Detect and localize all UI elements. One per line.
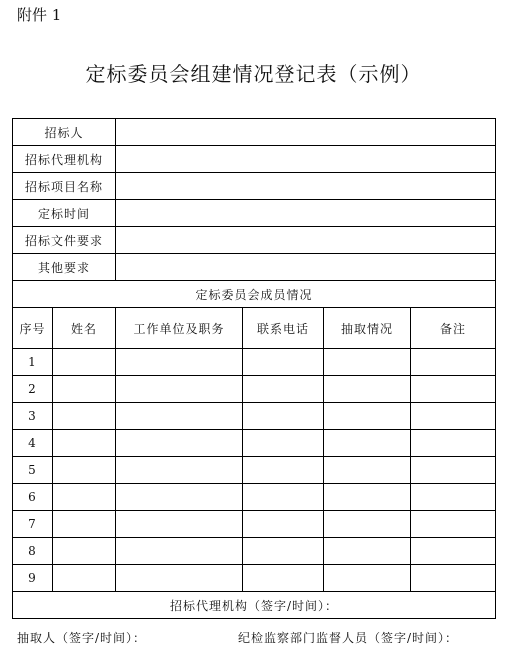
phone-cell[interactable] bbox=[243, 403, 324, 430]
phone-cell[interactable] bbox=[243, 430, 324, 457]
draw-cell[interactable] bbox=[324, 484, 411, 511]
name-cell[interactable] bbox=[53, 484, 116, 511]
unit-cell[interactable] bbox=[116, 511, 243, 538]
info-value-field[interactable] bbox=[116, 173, 496, 200]
info-row-project bbox=[13, 173, 496, 200]
unit-cell[interactable] bbox=[116, 376, 243, 403]
unit-cell[interactable] bbox=[116, 430, 243, 457]
row-number: 4 bbox=[13, 430, 53, 457]
name-cell[interactable] bbox=[53, 430, 116, 457]
column-header-remarks: 备注 bbox=[411, 308, 496, 349]
agency-signature-row bbox=[13, 592, 496, 619]
info-label: 招标代理机构 bbox=[13, 146, 116, 173]
remarks-cell[interactable] bbox=[411, 457, 496, 484]
info-value-field[interactable] bbox=[116, 254, 496, 281]
row-number: 2 bbox=[13, 376, 53, 403]
name-cell[interactable] bbox=[53, 538, 116, 565]
drawer-signature-label: 抽取人（签字/时间）： bbox=[17, 631, 147, 645]
remarks-cell[interactable] bbox=[411, 484, 496, 511]
phone-cell[interactable] bbox=[243, 457, 324, 484]
column-header-name: 姓名 bbox=[53, 308, 116, 349]
info-row-requirements bbox=[13, 227, 496, 254]
name-cell[interactable] bbox=[53, 565, 116, 592]
row-number: 9 bbox=[13, 565, 53, 592]
row-number: 3 bbox=[13, 403, 53, 430]
column-header-index: 序号 bbox=[13, 308, 53, 349]
name-cell[interactable] bbox=[53, 403, 116, 430]
table-row bbox=[13, 349, 496, 376]
unit-cell[interactable] bbox=[116, 403, 243, 430]
phone-cell[interactable] bbox=[243, 376, 324, 403]
info-label: 招标文件要求 bbox=[13, 227, 116, 254]
registration-table bbox=[12, 118, 496, 619]
phone-cell[interactable] bbox=[243, 565, 324, 592]
info-row-time bbox=[13, 200, 496, 227]
info-value-field[interactable] bbox=[116, 119, 496, 146]
info-label: 定标时间 bbox=[13, 200, 116, 227]
draw-cell[interactable] bbox=[324, 538, 411, 565]
draw-cell[interactable] bbox=[324, 349, 411, 376]
draw-cell[interactable] bbox=[324, 430, 411, 457]
draw-cell[interactable] bbox=[324, 376, 411, 403]
table-row bbox=[13, 484, 496, 511]
remarks-cell[interactable] bbox=[411, 403, 496, 430]
draw-cell[interactable] bbox=[324, 403, 411, 430]
phone-cell[interactable] bbox=[243, 484, 324, 511]
column-header-draw: 抽取情况 bbox=[324, 308, 411, 349]
section-title: 定标委员会成员情况 bbox=[13, 281, 496, 308]
draw-cell[interactable] bbox=[324, 565, 411, 592]
row-number: 1 bbox=[13, 349, 53, 376]
row-number: 7 bbox=[13, 511, 53, 538]
info-value-field[interactable] bbox=[116, 200, 496, 227]
phone-cell[interactable] bbox=[243, 349, 324, 376]
unit-cell[interactable] bbox=[116, 565, 243, 592]
table-row bbox=[13, 376, 496, 403]
phone-cell[interactable] bbox=[243, 511, 324, 538]
row-number: 5 bbox=[13, 457, 53, 484]
row-number: 6 bbox=[13, 484, 53, 511]
name-cell[interactable] bbox=[53, 511, 116, 538]
info-row-agency bbox=[13, 146, 496, 173]
remarks-cell[interactable] bbox=[411, 538, 496, 565]
info-label: 招标项目名称 bbox=[13, 173, 116, 200]
table-header-row bbox=[13, 308, 496, 349]
form-title: 定标委员会组建情况登记表（示例） bbox=[85, 62, 422, 86]
agency-signature-label[interactable]: 招标代理机构（签字/时间）： bbox=[13, 592, 496, 619]
info-label: 其他要求 bbox=[13, 254, 116, 281]
section-row bbox=[13, 281, 496, 308]
remarks-cell[interactable] bbox=[411, 376, 496, 403]
table-row bbox=[13, 511, 496, 538]
unit-cell[interactable] bbox=[116, 538, 243, 565]
column-header-phone: 联系电话 bbox=[243, 308, 324, 349]
table-row bbox=[13, 430, 496, 457]
draw-cell[interactable] bbox=[324, 457, 411, 484]
table-row bbox=[13, 565, 496, 592]
column-header-unit: 工作单位及职务 bbox=[116, 308, 243, 349]
remarks-cell[interactable] bbox=[411, 349, 496, 376]
table-row bbox=[13, 538, 496, 565]
name-cell[interactable] bbox=[53, 457, 116, 484]
supervisor-signature-label: 纪检监察部门监督人员（签字/时间）： bbox=[238, 631, 459, 645]
remarks-cell[interactable] bbox=[411, 565, 496, 592]
unit-cell[interactable] bbox=[116, 457, 243, 484]
remarks-cell[interactable] bbox=[411, 430, 496, 457]
unit-cell[interactable] bbox=[116, 484, 243, 511]
remarks-cell[interactable] bbox=[411, 511, 496, 538]
info-value-field[interactable] bbox=[116, 146, 496, 173]
name-cell[interactable] bbox=[53, 376, 116, 403]
draw-cell[interactable] bbox=[324, 511, 411, 538]
row-number: 8 bbox=[13, 538, 53, 565]
info-label: 招标人 bbox=[13, 119, 116, 146]
info-row-other bbox=[13, 254, 496, 281]
table-row bbox=[13, 403, 496, 430]
attachment-label: 附件 1 bbox=[17, 6, 62, 24]
name-cell[interactable] bbox=[53, 349, 116, 376]
info-row-bidder bbox=[13, 119, 496, 146]
unit-cell[interactable] bbox=[116, 349, 243, 376]
table-row bbox=[13, 457, 496, 484]
info-value-field[interactable] bbox=[116, 227, 496, 254]
phone-cell[interactable] bbox=[243, 538, 324, 565]
